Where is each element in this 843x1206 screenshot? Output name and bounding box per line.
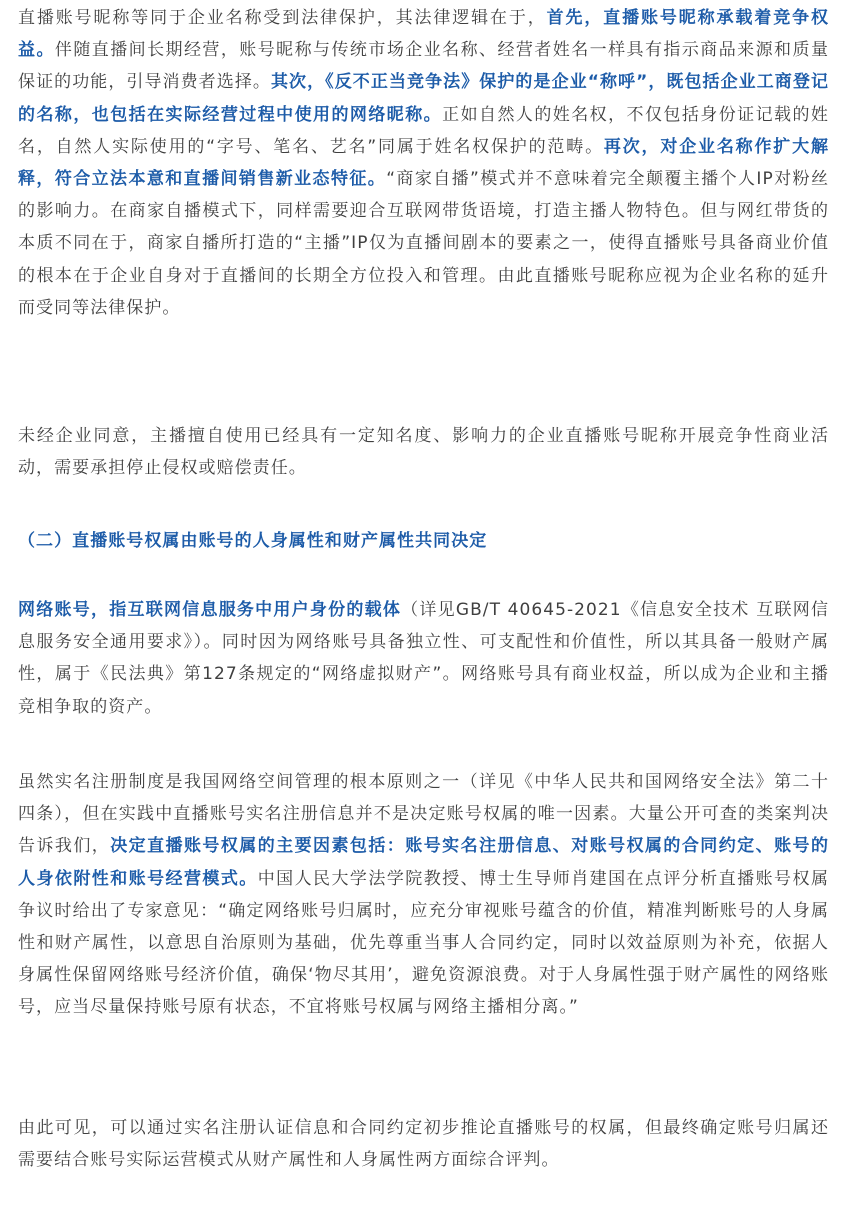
text-segment: 由此可见，可以通过实名注册认证信息和合同约定初步推论直播账号的权属，但最终确定账号归属还需要结合账号实际运营模式从财产属性和人身属性两方面综合评判。 (18, 1118, 829, 1171)
section-heading: （二）直播账号权属由账号的人身属性和财产属性共同决定 (18, 531, 488, 551)
text-segment: 中国人民大学法学院教授、博士生导师肖建国在点评分析直播账号权属争议时给出了专家意见：“确定网络账号归属时，应充分审视账号蕴含的价值，精准判断账号的人身属性和财产属性，以意思自治原则为基础，优先尊重当事人合同约定，同时以效益原则为补充，依据人身属性保留网络账号经济价值，确保‘物尽其用’，避免资源浪费。对于人身属性强于财产属性的网络账号，应当尽量保持账号原有状态，不宜将账号权属与网络主播相分离。” (18, 868, 829, 1018)
highlight-segment: 再次，对企业名称作扩大解释，符合立法本意和直播间销售新业态特征。 (18, 136, 829, 190)
text-segment: 未经企业同意，主播擅自使用已经具有一定知名度、影响力的企业直播账号昵称开展竞争性商业活动，需要承担停止侵权或赔偿责任。 (18, 426, 829, 479)
paragraph (18, 1112, 829, 1176)
paragraph (18, 2, 829, 324)
highlight-segment: 决定直播账号权属的主要因素包括：账号实名注册信息、对账号权属的合同约定、账号的人身依附性和账号经营模式。 (18, 836, 829, 889)
text-segment: “商家自播”模式并不意味着完全颠覆主播个人IP对粉丝的影响力。在商家自播模式下，同样需要迎合互联网带货语境，打造主播人物特色。但与网红带货的本质不同在于，商家自播所打造的“主播”IP仅为直播间剧本的要素之一，使得直播账号具备商业价值的根本在于企业自身对于直播间的长期全方位投入和管理。由此直播账号昵称应视为企业名称的延升而受同等法律保护。 (18, 169, 829, 318)
highlight-segment: 网络账号，指互联网信息服务中用户身份的载体 (18, 600, 402, 620)
paragraph (18, 420, 829, 484)
highlight-segment: 首先，直播账号昵称承载着竞争权益。 (18, 8, 830, 61)
highlight-segment: 其次，《反不正当竞争法》保护的是企业“称呼”，既包括企业工商登记的名称，也包括在实际经营过程中使用的网络昵称。 (18, 72, 829, 125)
text-segment: 正如自然人的姓名权，不仅包括身份证记载的姓名，自然人实际使用的“字号、笔名、艺名”同属于姓名权保护的范畴。 (18, 104, 829, 157)
text-segment: （详见GB/T 40645-2021《信息安全技术 互联网信息服务安全通用要求》）。同时因为网络账号具备独立性、可支配性和价值性，所以其具备一般财产属性，属于《民法典》第127条规定的“网络虚拟财产”。网络账号具有商业权益，所以成为企业和主播竞相争取的资产。 (18, 600, 829, 717)
text-segment: 虽然实名注册制度是我国网络空间管理的根本原则之一（详见《中华人民共和国网络安全法》第二十四条），但在实践中直播账号实名注册信息并不是决定账号权属的唯一因素。大量公开可查的类案判决告诉我们， (18, 772, 829, 857)
paragraph (18, 594, 829, 723)
paragraph (18, 766, 829, 1024)
text-segment: 伴随直播间长期经营，账号昵称与传统市场企业名称、经营者姓名一样具有指示商品来源和质量保证的功能，引导消费者选择。 (18, 40, 829, 93)
text-segment: 直播账号昵称等同于企业名称受到法律保护，其法律逻辑在于， (18, 8, 547, 28)
